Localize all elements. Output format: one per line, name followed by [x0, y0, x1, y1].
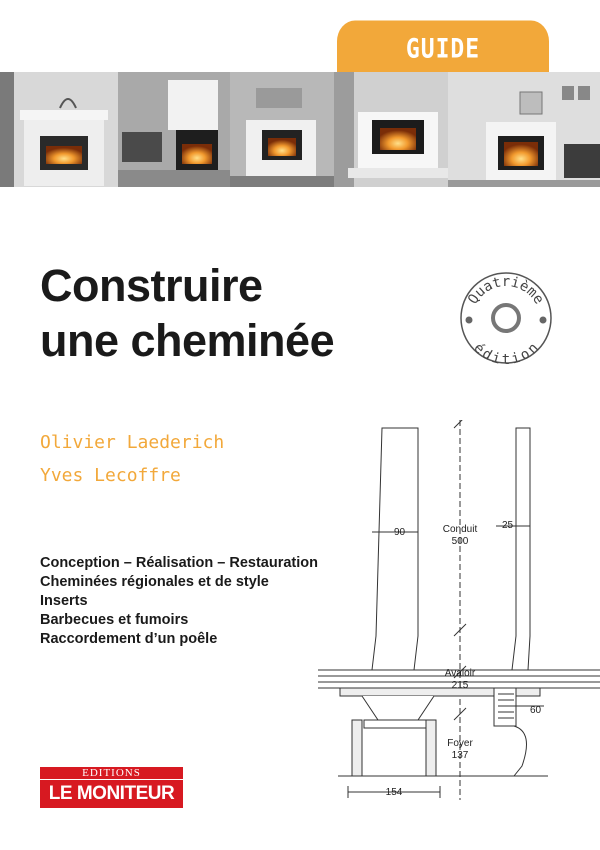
dim-wall-left: 90	[394, 527, 406, 538]
label-conduit: Conduit	[442, 524, 478, 535]
photo-panel-3	[230, 72, 334, 187]
author-2: Yves Lecoffre	[40, 465, 181, 486]
topic-item: Barbecues et fumoirs	[40, 612, 189, 628]
photo-panel-2	[118, 72, 230, 187]
flue-wall-left	[372, 428, 418, 670]
left-jamb	[352, 720, 362, 776]
value-conduit: 500	[451, 536, 469, 547]
fireplace-photo-strip	[0, 72, 600, 187]
topic-item: Inserts	[40, 593, 88, 609]
series-label: GUIDE	[405, 34, 481, 65]
seal-word-2: édition	[470, 339, 542, 366]
value-foyer: 137	[451, 750, 469, 761]
label-foyer: Foyer	[447, 738, 473, 749]
publisher-logo	[40, 767, 183, 807]
chimney-section-drawing	[318, 420, 600, 810]
book-title	[40, 258, 334, 368]
author-1: Olivier Laederich	[40, 432, 225, 453]
topic-item: Cheminées régionales et de style	[40, 574, 269, 590]
publisher-line-1: EDITIONS	[40, 767, 183, 779]
dim-wall-right: 25	[502, 520, 514, 531]
topic-item: Conception – Réalisation – Restauration	[40, 555, 318, 571]
series-badge	[337, 21, 549, 74]
title-line-1: Construire	[40, 260, 263, 311]
topic-list	[40, 554, 318, 649]
publisher-line-2: LE MONITEUR	[40, 780, 183, 808]
flue-wall-right	[512, 428, 530, 670]
edition-seal	[458, 270, 554, 366]
topic-item: Raccordement d’un poêle	[40, 631, 218, 647]
value-avaloir: 215	[451, 680, 469, 691]
dim-ledge: 60	[530, 705, 542, 716]
dim-base: 154	[385, 787, 403, 798]
photo-panel-5	[448, 72, 600, 187]
fireplace-photo-banner	[0, 72, 600, 187]
title-line-2: une cheminée	[40, 315, 335, 366]
photo-panel-1	[0, 72, 118, 187]
seal-word-1: Quatrième	[465, 274, 547, 308]
photo-panel-4	[334, 72, 448, 187]
label-avaloir: Avaloir	[444, 668, 476, 679]
